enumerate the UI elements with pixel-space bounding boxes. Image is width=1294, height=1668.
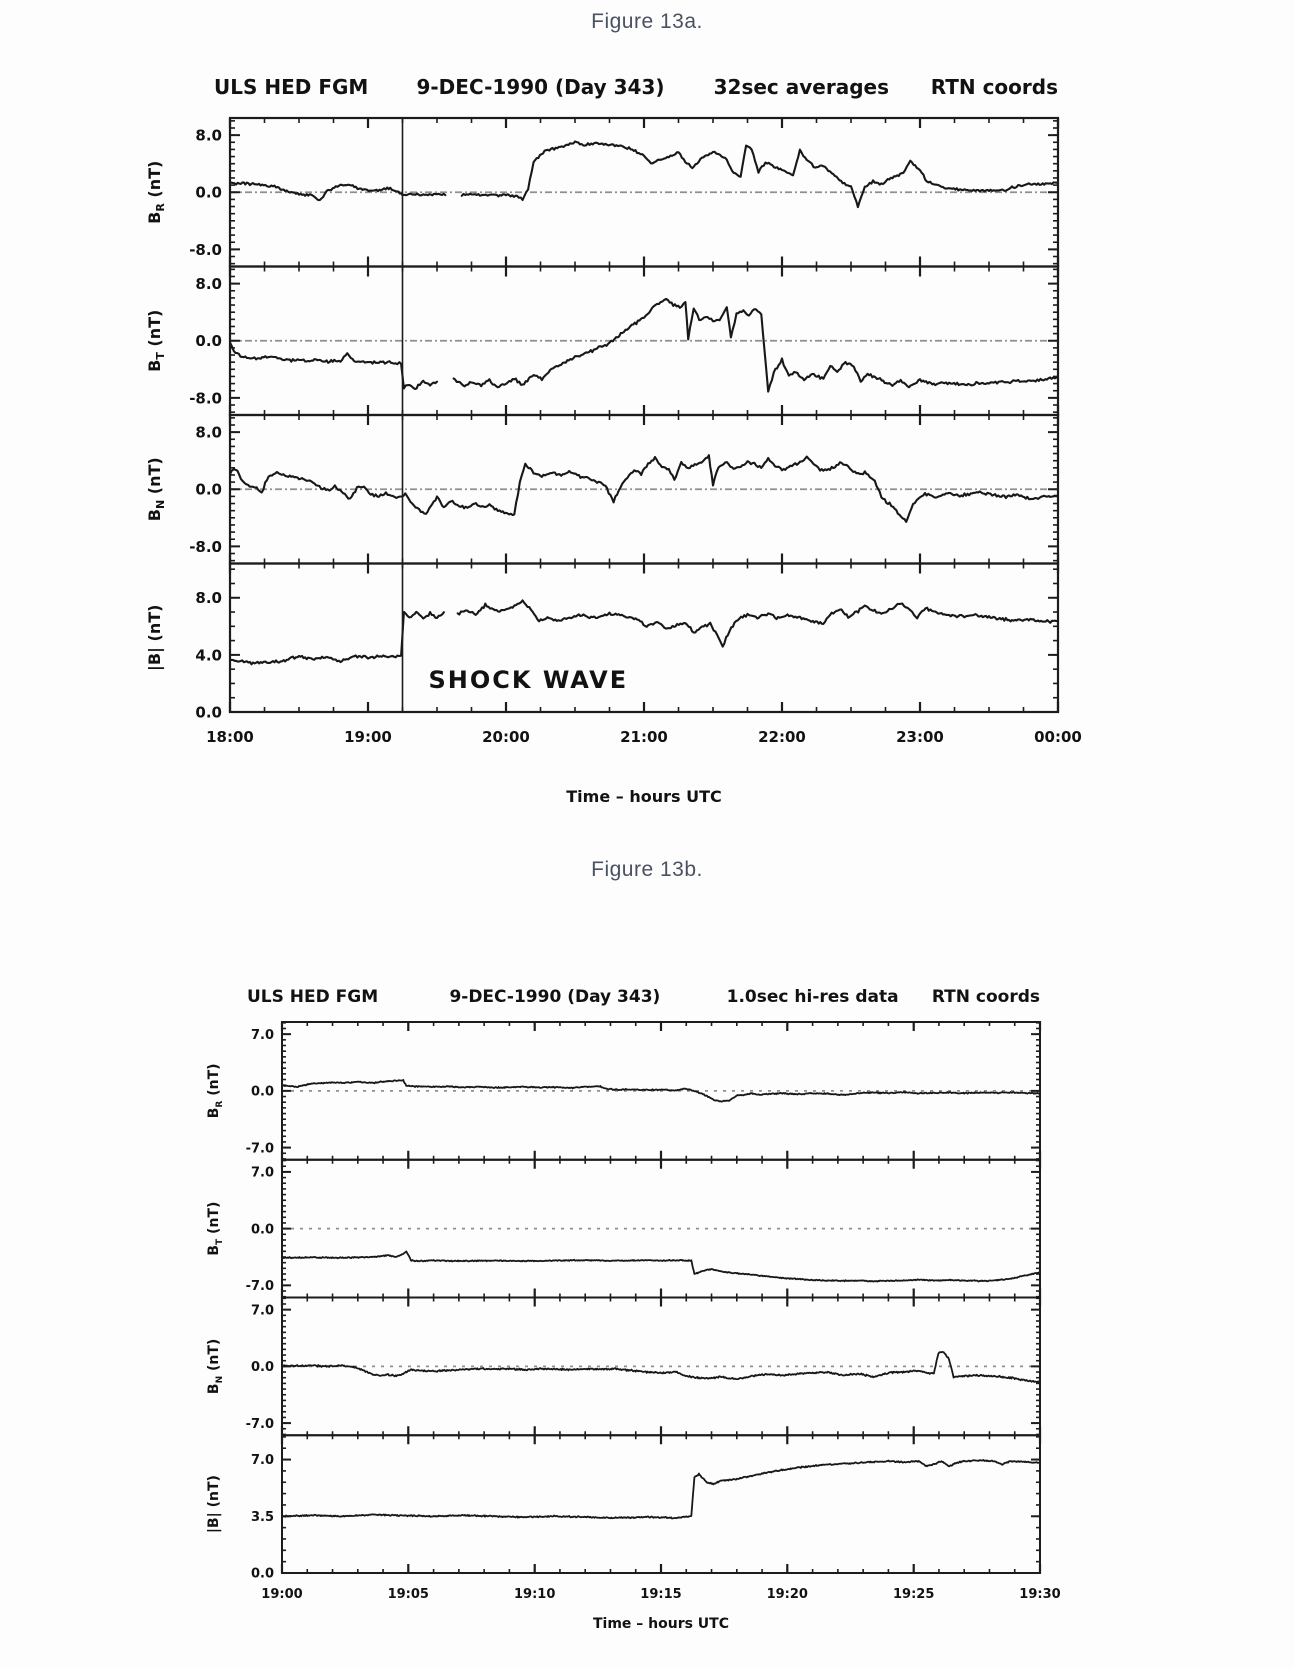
panel-bt <box>145 267 1058 416</box>
x-tick-label: 19:10 <box>514 1587 556 1602</box>
svg-text:1.0sec hi-res data: 1.0sec hi-res data <box>726 987 899 1007</box>
y-tick-label: 8.0 <box>195 589 222 608</box>
y-axis-label: |B| (nT) <box>206 1475 222 1534</box>
chart-title <box>247 987 1040 1007</box>
svg-text:RTN coords: RTN coords <box>930 75 1058 99</box>
x-tick-label: 19:05 <box>387 1587 429 1602</box>
data-trace <box>282 1080 1040 1102</box>
svg-text:RTN coords: RTN coords <box>931 987 1040 1007</box>
data-trace <box>282 1460 1040 1519</box>
x-tick-label: 19:15 <box>640 1587 682 1602</box>
data-trace <box>230 600 1058 664</box>
x-tick-label: 19:25 <box>893 1587 935 1602</box>
chart-title <box>214 75 1058 99</box>
y-axis-label: |B| (nT) <box>145 604 164 671</box>
svg-text:9-DEC-1990 (Day 343): 9-DEC-1990 (Day 343) <box>449 987 661 1007</box>
data-trace <box>230 299 1058 392</box>
y-axis-label: $B_T$ (nT) <box>206 1201 225 1256</box>
y-tick-label: 8.0 <box>195 275 222 294</box>
panel-bn <box>206 1298 1040 1436</box>
x-tick-label: 00:00 <box>1034 728 1082 746</box>
y-tick-label: 0.0 <box>250 1360 274 1376</box>
panel-|b| <box>145 564 1058 722</box>
y-axis-label: $B_T$ (nT) <box>145 309 167 372</box>
y-tick-label: 7.0 <box>250 1027 274 1043</box>
figure-13b-plot <box>0 930 1294 1660</box>
figure-13a-caption: Figure 13a. <box>591 10 703 33</box>
y-axis-label: $B_N$ (nT) <box>145 457 167 522</box>
y-tick-label: 0.0 <box>195 703 222 722</box>
panel-|b| <box>206 1435 1040 1581</box>
figure-13b-caption: Figure 13b. <box>591 858 703 881</box>
panel-bn <box>145 415 1058 564</box>
panel-border <box>282 1435 1040 1573</box>
y-tick-label: -8.0 <box>189 240 222 259</box>
x-tick-label: 19:00 <box>261 1587 303 1602</box>
y-tick-label: 8.0 <box>195 126 222 145</box>
y-tick-label: 0.0 <box>250 1566 274 1582</box>
svg-text:ULS HED FGM: ULS HED FGM <box>247 987 379 1007</box>
y-tick-label: 0.0 <box>250 1222 274 1238</box>
y-axis-label: $B_N$ (nT) <box>206 1338 225 1395</box>
x-tick-label: 20:00 <box>482 728 530 746</box>
figure-13a-plot <box>0 52 1294 842</box>
y-axis-label: $B_R$ (nT) <box>206 1063 225 1119</box>
svg-text:32sec averages: 32sec averages <box>713 75 890 99</box>
y-tick-label: -8.0 <box>189 537 222 556</box>
y-tick-label: 7.0 <box>250 1165 274 1181</box>
y-tick-label: -8.0 <box>189 389 222 408</box>
panel-bt <box>206 1160 1040 1298</box>
x-tick-label: 18:00 <box>206 728 254 746</box>
svg-text:9-DEC-1990 (Day 343): 9-DEC-1990 (Day 343) <box>416 75 665 99</box>
shock-wave-label: SHOCK WAVE <box>428 666 629 695</box>
x-tick-label: 21:00 <box>620 728 668 746</box>
panel-br <box>145 118 1058 267</box>
y-tick-label: 0.0 <box>195 480 222 499</box>
y-tick-label: 4.0 <box>195 646 222 665</box>
data-trace <box>282 1251 1040 1281</box>
y-tick-label: 3.5 <box>250 1509 274 1525</box>
y-axis-label: $B_R$ (nT) <box>145 160 167 224</box>
x-tick-label: 19:20 <box>766 1587 808 1602</box>
panel-br <box>206 1022 1040 1160</box>
y-tick-label: 0.0 <box>195 332 222 351</box>
x-tick-label: 19:30 <box>1019 1587 1061 1602</box>
x-axis-label: Time – hours UTC <box>592 1616 730 1632</box>
y-tick-label: 7.0 <box>250 1453 274 1469</box>
panel-border <box>230 564 1058 713</box>
y-tick-label: 8.0 <box>195 423 222 442</box>
y-tick-label: -7.0 <box>245 1279 274 1295</box>
svg-text:ULS HED FGM: ULS HED FGM <box>214 75 369 99</box>
y-tick-label: -7.0 <box>245 1141 274 1157</box>
y-tick-label: 7.0 <box>250 1303 274 1319</box>
x-axis-label: Time – hours UTC <box>566 787 722 806</box>
x-tick-label: 23:00 <box>896 728 944 746</box>
data-trace <box>230 142 1058 208</box>
y-tick-label: 0.0 <box>195 183 222 202</box>
y-tick-label: 0.0 <box>250 1084 274 1100</box>
y-tick-label: -7.0 <box>245 1416 274 1432</box>
x-tick-label: 19:00 <box>344 728 392 746</box>
x-tick-label: 22:00 <box>758 728 806 746</box>
